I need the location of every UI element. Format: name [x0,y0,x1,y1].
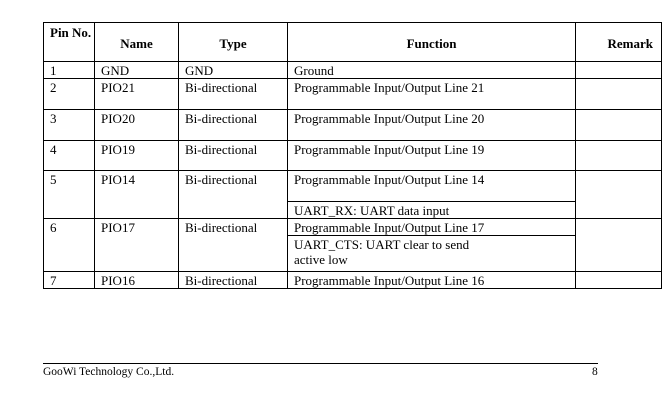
function-cell: Programmable Input/Output Line 21 [288,79,576,110]
type-cell: Bi-directional [179,141,288,171]
table-row [44,272,662,289]
table-row [44,62,662,79]
name-cell: PIO16 [95,272,179,289]
type-cell: Bi-directional [179,219,288,272]
remark-cell [576,110,662,141]
pin-cell: 1 [44,62,95,79]
footer-company: GooWi Technology Co.,Ltd. [43,366,175,378]
header-function: Function [288,23,576,62]
remark-cell [576,219,662,272]
remark-cell [576,141,662,171]
type-cell: Bi-directional [179,171,288,219]
pin-cell: 6 [44,219,95,272]
remark-cell [576,272,662,289]
type-cell: Bi-directional [179,272,288,289]
page-number: 8 [592,366,598,378]
table-row [44,141,662,171]
header-pin-no: Pin No. [44,23,95,62]
pin-cell: 5 [44,171,95,219]
pin-cell: 4 [44,141,95,171]
footer-divider [43,363,598,364]
remark-cell [576,171,662,219]
name-cell: PIO14 [95,171,179,219]
pin-table [43,22,662,289]
remark-cell [576,62,662,79]
function-cell: Programmable Input/Output Line 19 [288,141,576,171]
remark-cell [576,79,662,110]
table-header-row [44,23,662,62]
type-cell: GND [179,62,288,79]
name-cell: PIO19 [95,141,179,171]
type-cell: Bi-directional [179,79,288,110]
header-type: Type [179,23,288,62]
pin-cell: 2 [44,79,95,110]
function-cell: UART_RX: UART data input [288,202,576,219]
function-cell [288,236,576,272]
table-row [44,219,662,236]
header-name: Name [95,23,179,62]
name-cell: GND [95,62,179,79]
function-cell: Ground [288,62,576,79]
type-cell: Bi-directional [179,110,288,141]
table-row [44,171,662,202]
function-cell: Programmable Input/Output Line 20 [288,110,576,141]
function-text: UART_CTS: UART clear to send active low [294,237,470,267]
function-cell: Programmable Input/Output Line 16 [288,272,576,289]
function-cell: Programmable Input/Output Line 14 [288,171,576,202]
table-row [44,110,662,141]
name-cell: PIO20 [95,110,179,141]
name-cell: PIO21 [95,79,179,110]
function-cell: Programmable Input/Output Line 17 [288,219,576,236]
table-row [44,79,662,110]
header-remark: Remark [576,23,662,62]
pin-cell: 7 [44,272,95,289]
name-cell: PIO17 [95,219,179,272]
pin-cell: 3 [44,110,95,141]
